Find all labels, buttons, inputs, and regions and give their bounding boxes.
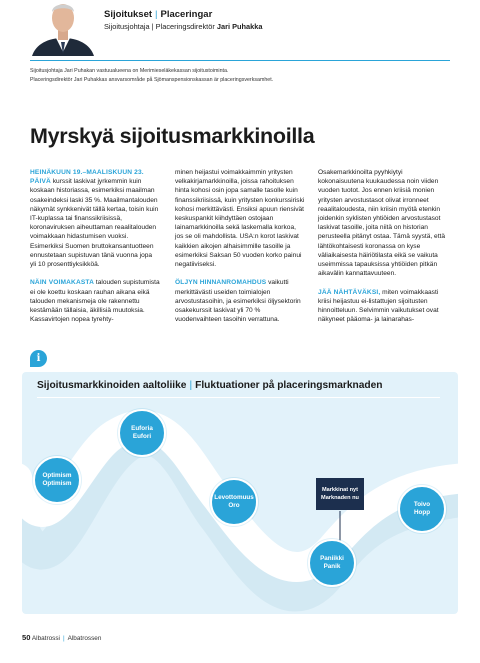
paragraph	[318, 168, 448, 278]
author-role-fi: Sijoitusjohtaja	[104, 22, 150, 31]
page-number: 50	[22, 633, 31, 642]
paragraph	[175, 278, 305, 324]
publication-name-fi: Albatrossi	[31, 635, 60, 642]
caption-line-sv: Placeringsdirektör Jari Puhakkas ansvarsområde på Sjömanspensionskassan är placeringsverksamhet.	[30, 76, 274, 83]
author-name: Jari Puhakka	[216, 22, 263, 31]
node-label-fi: Optimism	[42, 472, 72, 479]
cycle-node-panic	[308, 539, 356, 587]
footer-separator: |	[62, 635, 65, 642]
marker-label-fi: Markkinat nyt	[321, 487, 359, 493]
node-label-sv: Hopp	[413, 509, 431, 516]
paragraph	[175, 168, 305, 269]
title-separator: |	[155, 9, 158, 20]
publication-name-sv: Albatrossen	[67, 635, 102, 642]
cycle-node-anxiety	[210, 478, 258, 526]
body-column-3	[318, 168, 448, 334]
paragraph-text: minen heijastui voimakkaimmin yritysten velkakirjamarkkinoilla, joissa rahoituksen hinta kohosi osin jopa samalle tasolle kuin finanssikriisissä, kuin yritysten konkurssiriski kohosi merkittävästi. Ensiksi apuun riensivät keskuspankit kiihdyttäen ostojaan lainamarkkinoilla sekä laskemalla korkoa, jos se oli mahdollista. USA:n korot laskivat kaikkien aikojen alhaisimmille tasoille ja esimerkiksi Saksan 50 vuoden korko painui negatiiviseksi.	[175, 169, 305, 269]
lead-in: HEINÄKUUN 19.–MAALISKUUN 23. PÄIVÄ	[30, 169, 144, 186]
paragraph	[30, 168, 160, 269]
page-footer	[22, 633, 101, 642]
infobox-title	[37, 380, 383, 391]
lead-in: NÄIN VOIMAKASTA	[30, 279, 95, 287]
section-title-sv: Placeringar	[160, 9, 213, 20]
node-label-sv: Eufori	[132, 433, 152, 440]
author-portrait	[30, 0, 96, 56]
body-column-2	[175, 168, 305, 334]
paragraph	[30, 278, 160, 324]
node-label-fi: Euforia	[131, 425, 153, 432]
title-separator: |	[189, 380, 193, 391]
header	[104, 9, 262, 31]
marker-label-sv: Marknaden nu	[321, 495, 359, 501]
author-caption	[30, 67, 440, 84]
paragraph-text: Osakemarkkinoilta pyyhkiytyi kokonaisuutena kuukaudessa noin viiden vuoden tuotot. Jos ennen kriisiä monien yritysten arvostustasot olivat irronneet reaalitaloudesta, niin kriisin myötä etenkin joidenkin syklisten yhtiöiden arvostustasot laskivat tasoille, joita niitä on historian perusteella pitänyt ostaa. Tämä syystä, että lähtökohtaisesti koronassa on kyse väliaikaisesta häiriötilasta eikä se vaikuta useimmissa tapauksissa yhtiöiden pitkän aikavälin kannattavuuteen.	[318, 169, 446, 278]
paragraph-text: kurssit laskivat jyrkemmin kuin koskaan historiassa, esimerkiksi maailman osakeindeksi laski 35 %. Maailmantalouden näkymät synkkenivät tällä kertaa, toisin kuin IT-kuplassa tai finanssikriisissä, koronaviruksen aiheuttaman reaalitalouden voimakkaan hidastumisen vuoksi. Esimerkiksi Suomen bruttokansantuotteen ennustetaan supistuvan tänä vuonna jopa yli 10 prosenttiyksikköä.	[30, 178, 159, 269]
infobox-title-sv: Fluktuationer på placeringsmarknaden	[195, 380, 383, 391]
cycle-node-euphoria	[118, 409, 166, 457]
caption-line-fi: Sijoitusjohtaja Jari Puhakan vastuualueena on Merimieseläkekassan sijoitustoiminta.	[30, 68, 229, 74]
paragraph	[318, 288, 448, 325]
article-title: Myrskyä sijoitusmarkkinoilla	[30, 124, 315, 148]
node-label-fi: Levottomuus	[214, 494, 254, 501]
paragraph-text: vaikutti merkittävästi useiden toimialojen arvostustasoihin, ja esimerkiksi öljysektorin osakekurssit laskivat yli 70 % vuodenvaihteen tasoihin verrattuna.	[175, 279, 301, 324]
section-title	[104, 9, 262, 20]
body-column-1	[30, 168, 160, 334]
info-icon: i	[30, 350, 47, 367]
author-line-separator: |	[151, 22, 154, 31]
node-label-sv: Optimism	[42, 480, 72, 487]
lead-in: JÄÄ NÄHTÄVÄKSI,	[318, 288, 381, 296]
section-title-fi: Sijoitukset	[104, 9, 153, 20]
market-now-label	[316, 478, 364, 510]
paragraph-text: miten voimakkaasti kriisi heijastuu ei-listattujen sijoitusten hinnoitteluun. Selvimmin vaikutukset ovat näkyneet pääoma- ja lainarahas-	[318, 288, 439, 324]
cycle-node-hope	[398, 485, 446, 533]
paragraph-text: talouden supistumista ei ole koettu koskaan rauhan aikana eikä talouden mekanismeja ole rakennettu kestämään tällaisia, äkillisiä muutoksia. Kassavirtojen nopea tyrehty-	[30, 279, 160, 324]
infobox-title-fi: Sijoitusmarkkinoiden aaltoliike	[37, 380, 187, 391]
lead-in: ÖLJYN HINNANROMAHDUS	[175, 279, 267, 287]
header-divider	[30, 60, 450, 61]
node-label-sv: Panik	[323, 563, 341, 570]
cycle-node-optimism	[33, 456, 81, 504]
node-label-sv: Oro	[228, 502, 240, 509]
author-role-sv: Placeringsdirektör	[155, 22, 215, 31]
node-label-fi: Paniikki	[320, 555, 344, 562]
author-line	[104, 22, 262, 31]
node-label-fi: Toivo	[413, 501, 431, 508]
